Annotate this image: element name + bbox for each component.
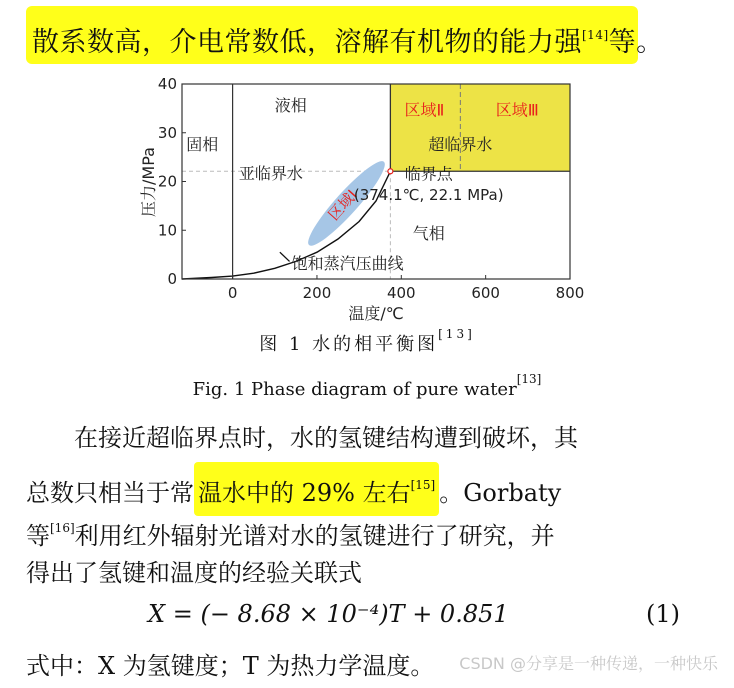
paragraph-text: 利用红外辐射光谱对水的氢键进行了研究，并 — [74, 522, 555, 550]
paragraph-text: 总数只相当于常 — [26, 479, 194, 507]
highlighted-text-line — [26, 6, 664, 64]
x-tick-label: 400 — [386, 284, 416, 302]
watermark: CSDN @分享是一种传递，一种快乐 — [459, 654, 718, 673]
y-axis-label: 压力/MPa — [139, 147, 158, 217]
subcritical-water-label: 亚临界水 — [238, 164, 303, 184]
region3-label: 区域Ⅲ — [495, 100, 539, 120]
x-tick-label: 200 — [302, 284, 332, 302]
region1-label: 区域Ⅰ — [324, 186, 361, 224]
y-tick-label: 0 — [167, 270, 177, 288]
caption-cn-text: 图 1 水的相平衡图 — [259, 334, 439, 355]
saturation-curve-label: 饱和蒸汽压曲线 — [291, 253, 404, 273]
gas-phase-label: 气相 — [412, 224, 445, 244]
region2-label: 区域Ⅱ — [404, 100, 445, 120]
highlighted-text: 温水中的 29% 左右 — [198, 479, 411, 507]
x-tick-label: 0 — [227, 284, 238, 302]
y-tick-label: 30 — [157, 123, 177, 142]
critical-point-values: (374.1℃, 22.1 MPa) — [353, 186, 504, 205]
equation: X = (− 8.68 × 10⁻⁴)T + 0.851 — [148, 600, 509, 628]
phase-diagram-chart — [139, 75, 585, 323]
figure-caption-cn — [0, 327, 734, 356]
y-tick-label: 10 — [157, 221, 177, 240]
paragraph-text: 。Gorbaty — [439, 479, 562, 507]
equation-definition-line: 式中：X 为氢键度；T 为热力学温度。 — [26, 652, 435, 680]
citation-ref: [16] — [50, 521, 75, 535]
paragraph-line: 在接近超临界点时，水的氢键结构遭到破坏，其 — [26, 424, 578, 452]
citation-ref: [14] — [582, 28, 609, 42]
supercritical-region — [390, 84, 570, 171]
liquid-phase-label: 液相 — [274, 95, 307, 115]
caption-en-text: Fig. 1 Phase diagram of pure water — [192, 379, 517, 400]
citation-ref: [15] — [410, 478, 436, 492]
top-line-tail: 等。 — [608, 27, 664, 58]
x-axis-label: 温度/℃ — [348, 304, 404, 323]
x-tick-label: 800 — [555, 284, 585, 302]
solid-phase-label: 固相 — [186, 134, 219, 154]
supercritical-water-label: 超临界水 — [428, 134, 493, 154]
critical-point-label: 临界点 — [404, 164, 453, 184]
top-line-text: 散系数高，介电常数低，溶解有机物的能力强 — [32, 27, 582, 58]
critical-point-marker — [388, 169, 393, 174]
paragraph-line: 得出了氢键和温度的经验关联式 — [26, 559, 362, 587]
figure-caption-en — [0, 372, 734, 400]
paragraph-text: 等 — [26, 522, 50, 550]
x-tick-label: 600 — [471, 284, 500, 302]
curve-pointer-arrow — [280, 252, 290, 261]
citation-ref: [13] — [516, 372, 542, 386]
equation-number: (1) — [646, 600, 680, 628]
y-tick-label: 40 — [157, 75, 177, 93]
y-tick-label: 20 — [157, 172, 177, 191]
citation-ref: [13] — [438, 327, 475, 341]
